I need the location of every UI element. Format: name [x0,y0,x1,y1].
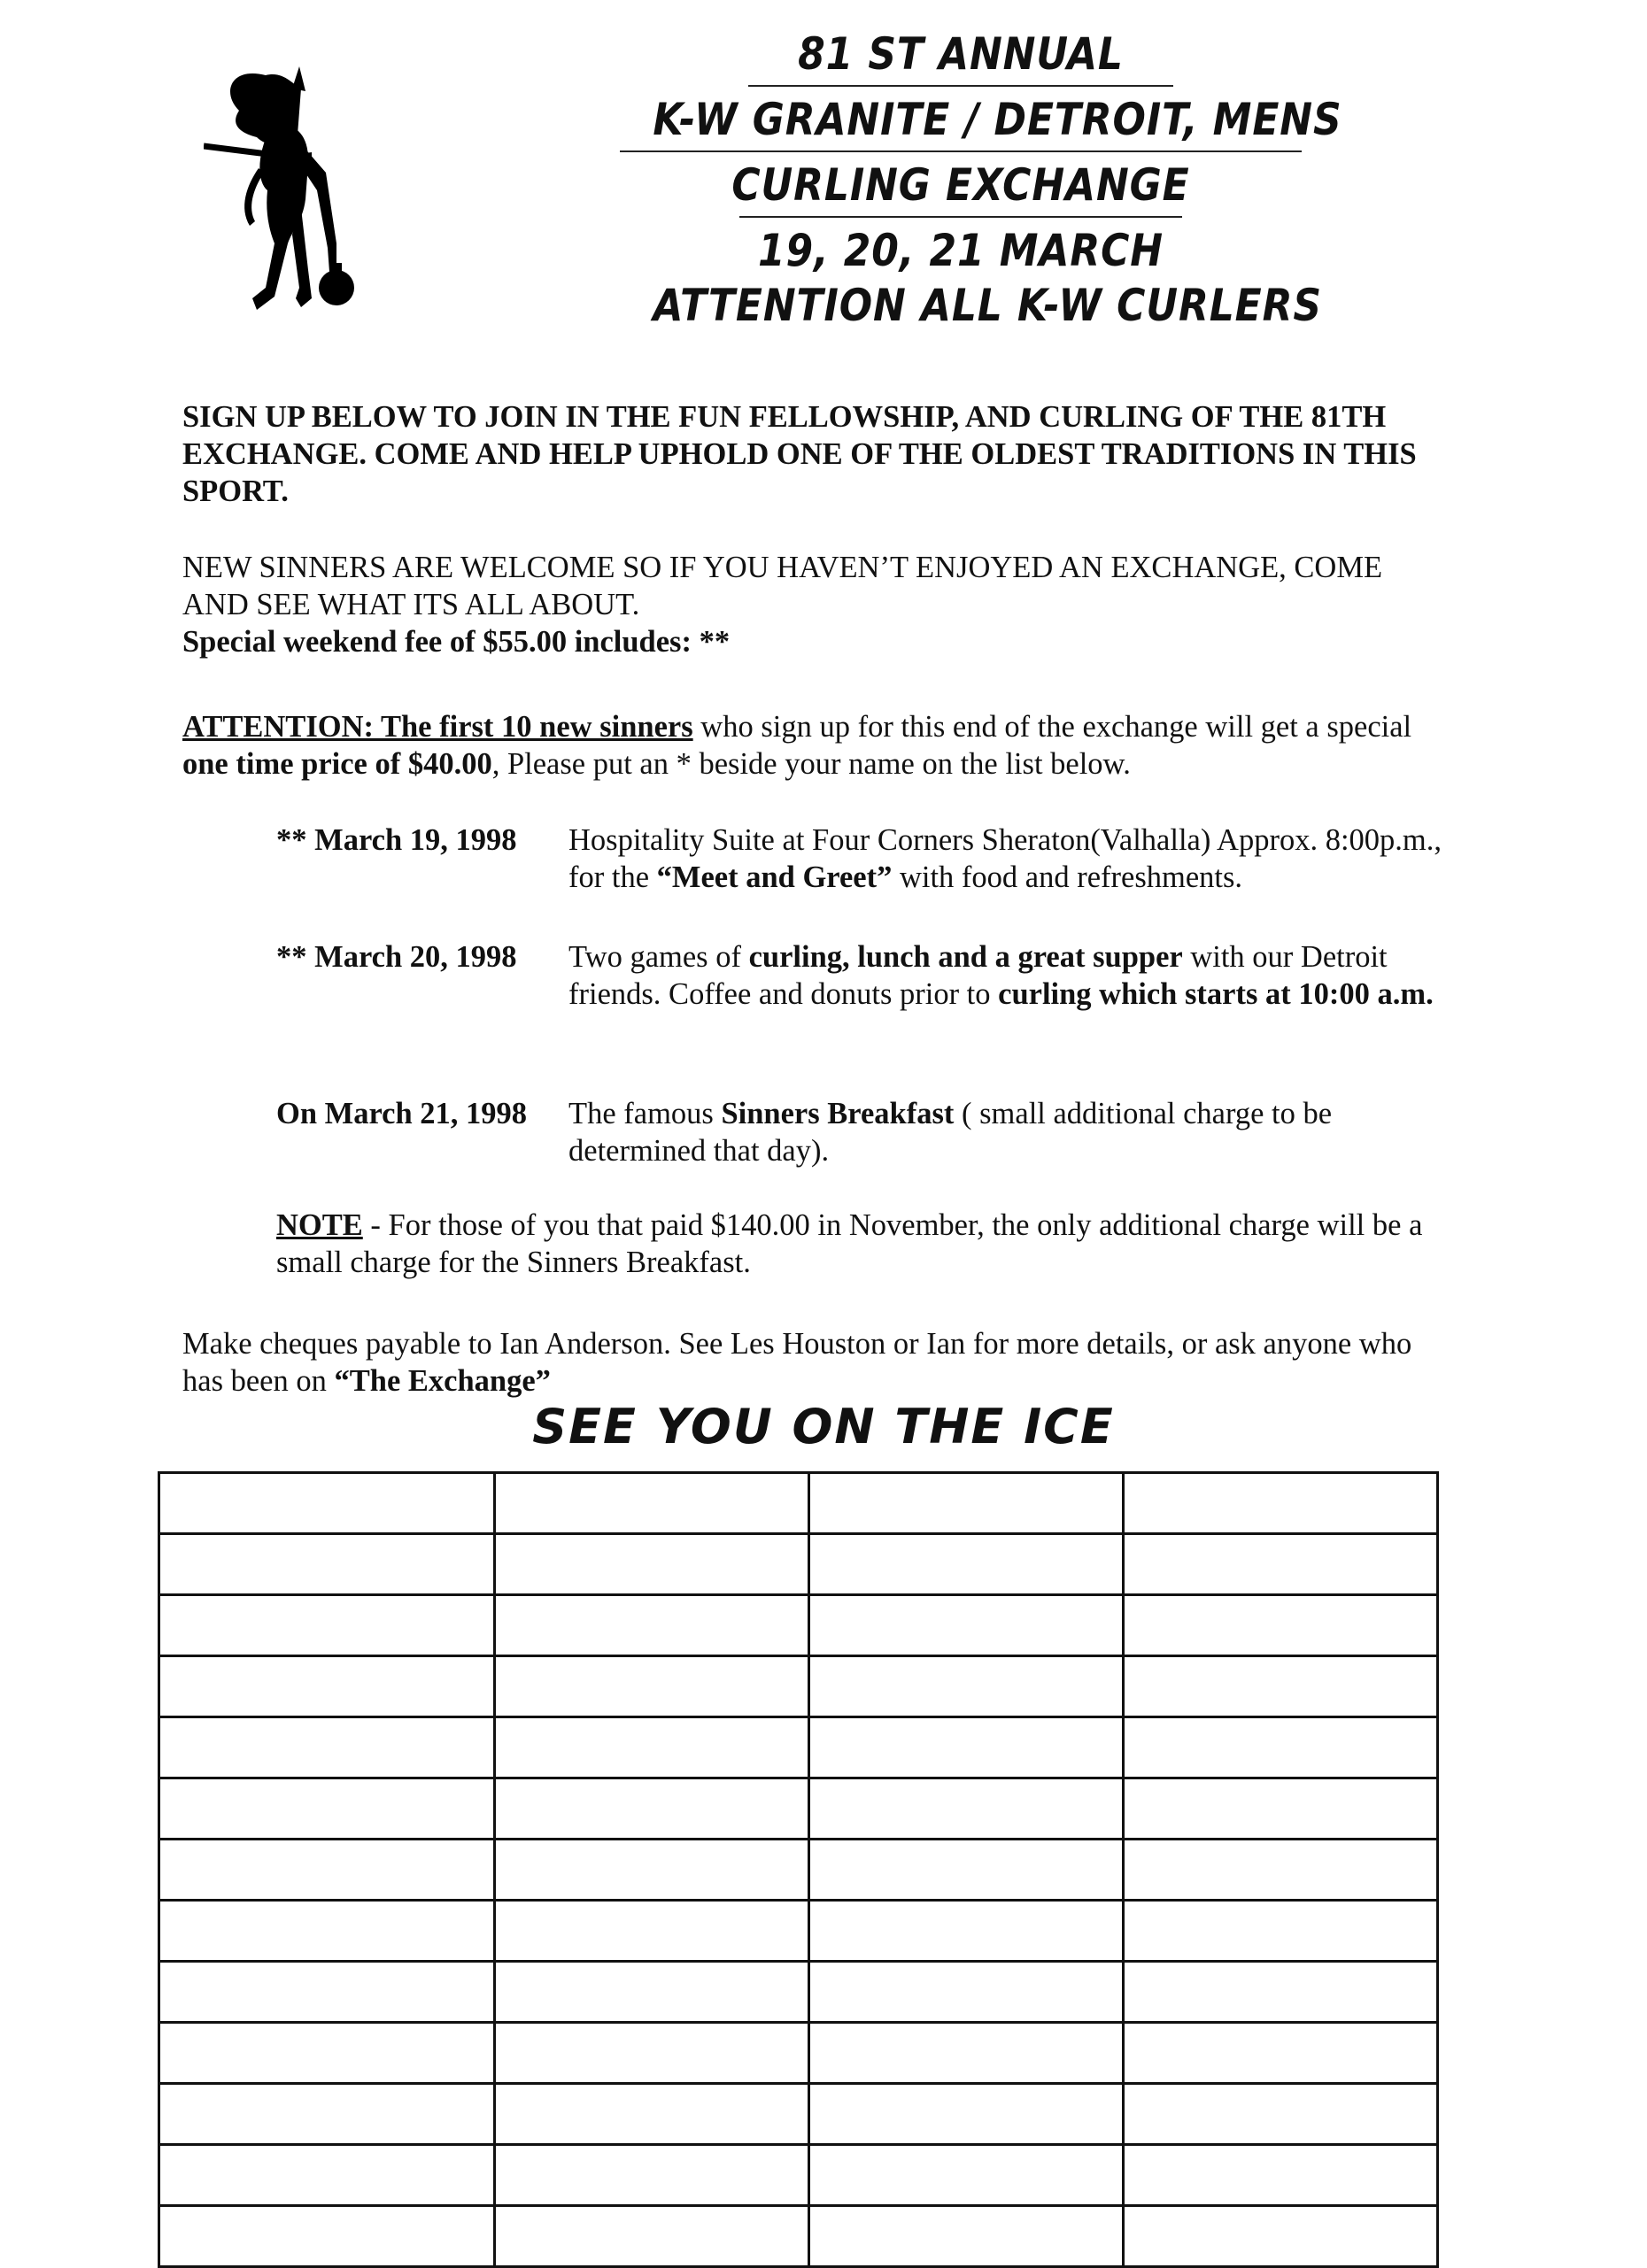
schedule-date: ** March 19, 1998 [276,823,517,857]
signup-name-field[interactable] [160,1534,497,1594]
signup-row [159,1962,1438,2023]
signup-name-field[interactable] [810,2206,1125,2266]
signup-cell[interactable] [1124,1717,1438,1778]
signup-name-field[interactable] [810,1901,1125,1961]
signup-name-field[interactable] [810,1962,1125,2022]
signup-table [158,1471,1439,2268]
signup-name-field[interactable] [160,2206,497,2266]
signup-name-field[interactable] [160,1473,497,1533]
signup-cell[interactable] [159,1656,495,1717]
signup-cell[interactable] [809,2084,1124,2145]
signup-name-field[interactable] [1125,1595,1440,1655]
welcome-text: NEW SINNERS ARE WELCOME SO IF YOU HAVEN’T ENJOYED AN EXCHANGE, COME AND SEE WHAT ITS ALL ABOUT. [182,551,1383,621]
signup-cell[interactable] [495,1595,809,1656]
signup-name-field[interactable] [160,2084,497,2144]
signup-cell[interactable] [1124,1778,1438,1840]
signup-row [159,1534,1438,1595]
attention-text: who sign up for this end of the exchange will get a special [692,710,1412,744]
signup-cell[interactable] [159,1595,495,1656]
schedule-highlight: curling which starts at 10:00 a.m. [998,977,1434,1011]
signup-cell[interactable] [1124,1656,1438,1717]
signup-name-field[interactable] [1125,2084,1440,2144]
fee-text: Special weekend fee of $55.00 includes: ** [182,625,731,659]
signup-row [159,1595,1438,1656]
signup-name-field[interactable] [160,2145,497,2205]
signup-name-field[interactable] [160,1901,497,1961]
signup-cell[interactable] [495,1473,809,1534]
signup-name-field[interactable] [160,2023,497,2083]
signup-name-field[interactable] [496,1717,811,1778]
signup-name-field[interactable] [1125,1778,1440,1839]
schedule-highlight: Sinners Breakfast [721,1097,955,1130]
signup-name-field[interactable] [810,1473,1125,1533]
signup-cell[interactable] [495,1778,809,1840]
signup-name-field[interactable] [1125,1962,1440,2022]
signup-name-field[interactable] [160,1717,497,1778]
signup-name-field[interactable] [160,1656,497,1716]
signup-row [159,1717,1438,1778]
signup-cell[interactable] [1124,1840,1438,1901]
signup-name-field[interactable] [810,1534,1125,1594]
schedule-text: Hospitality Suite at Four Corners Sheraton(Valhalla) Approx. 8:00p.m., for the [568,823,1442,894]
signup-cell[interactable] [1124,1901,1438,1962]
signup-cell[interactable] [1124,1534,1438,1595]
signup-name-field[interactable] [810,1717,1125,1778]
signup-name-field[interactable] [496,1595,811,1655]
signup-cell[interactable] [495,1534,809,1595]
schedule-date: On March 21, 1998 [276,1097,528,1130]
signup-name-field[interactable] [496,1962,811,2022]
signup-name-field[interactable] [1125,1840,1440,1900]
signup-cell[interactable] [495,1656,809,1717]
signup-cell[interactable] [809,1778,1124,1840]
schedule-text: ( small additional charge to be determined that day). [568,1097,1333,1168]
signup-cell[interactable] [809,1656,1124,1717]
signup-cell[interactable] [809,1473,1124,1534]
signup-name-field[interactable] [496,1840,811,1900]
signup-name-field[interactable] [496,2084,811,2144]
signup-name-field[interactable] [810,2145,1125,2205]
signup-name-field[interactable] [810,1656,1125,1716]
signup-cell[interactable] [809,2023,1124,2084]
signup-name-field[interactable] [1125,1901,1440,1961]
signup-cell[interactable] [1124,2145,1438,2206]
attention-instruction: , Please put an * beside your name on the list below. [491,747,1131,781]
schedule-description [568,1095,1454,1169]
header-divider [620,150,1302,152]
signup-name-field[interactable] [496,1901,811,1961]
signup-name-field[interactable] [496,1473,811,1533]
signup-cell[interactable] [495,2145,809,2206]
signup-cell[interactable] [809,1901,1124,1962]
exchange-name: “The Exchange” [334,1364,551,1398]
signup-cell[interactable] [159,1962,495,2023]
signup-cell[interactable] [809,1595,1124,1656]
signup-name-field[interactable] [810,2023,1125,2083]
payment-paragraph [182,1325,1440,1400]
schedule-text: with our Detroit friends. Coffee and donuts prior to [568,940,1388,1011]
devil-curler-logo [204,66,425,319]
signup-name-field[interactable] [496,1778,811,1839]
signup-name-field[interactable] [160,1595,497,1655]
signup-row [159,1901,1438,1962]
signup-cell[interactable] [159,1473,495,1534]
header-event-name: CURLING EXCHANGE [731,159,1190,211]
signup-name-field[interactable] [160,1778,497,1839]
header-anniversary: 81 ST ANNUAL [798,28,1124,80]
signup-cell[interactable] [809,2206,1124,2267]
signup-row [159,2206,1438,2267]
signup-name-field[interactable] [496,1534,811,1594]
signup-cell[interactable] [1124,2206,1438,2267]
note-text: - For those of you that paid $140.00 in November, the only additional charge will be a small charge for the Sinners Breakfast. [276,1208,1423,1279]
schedule-text: Two games of [568,940,749,974]
signup-name-field[interactable] [496,2206,811,2266]
header-divider [739,216,1182,218]
signup-cell[interactable] [159,2023,495,2084]
header-clubs: K-W GRANITE / DETROIT, MENS [653,94,1342,145]
note-paragraph [276,1207,1436,1281]
note-label: NOTE [276,1208,363,1242]
signup-name-field[interactable] [1125,1534,1440,1594]
signup-cell[interactable] [495,2023,809,2084]
signup-name-field[interactable] [810,1840,1125,1900]
header-dates: 19, 20, 21 MARCH [757,225,1164,276]
signup-cell[interactable] [809,2145,1124,2206]
signup-cell[interactable] [495,1840,809,1901]
slogan: SEE YOU ON THE ICE [532,1399,1115,1454]
signup-cell[interactable] [159,1840,495,1901]
schedule-description [568,822,1454,896]
signup-cell[interactable] [495,1962,809,2023]
signup-name-field[interactable] [160,1840,497,1900]
signup-name-field[interactable] [160,1962,497,2022]
signup-row [159,1656,1438,1717]
signup-name-field[interactable] [1125,1717,1440,1778]
signup-cell[interactable] [159,1901,495,1962]
signup-cell[interactable] [159,1534,495,1595]
signup-cell[interactable] [495,2206,809,2267]
signup-cell[interactable] [159,2084,495,2145]
schedule-text: The famous [568,1097,722,1130]
signup-intro: SIGN UP BELOW TO JOIN IN THE FUN FELLOWSHIP, AND CURLING OF THE 81TH EXCHANGE. COME AND HELP UPHOLD ONE OF THE OLDEST TRADITIONS IN THIS SPORT. [182,400,1417,508]
signup-row [159,2084,1438,2145]
signup-cell[interactable] [1124,1962,1438,2023]
schedule-highlight: curling, lunch and a great supper [748,940,1183,974]
event-header [611,27,1342,333]
attention-label: ATTENTION: The first 10 new sinners [182,710,693,744]
signup-cell[interactable] [495,1901,809,1962]
header-attention: ATTENTION ALL K-W CURLERS [653,280,1322,331]
signup-row [159,2145,1438,2206]
signup-row [159,1840,1438,1901]
signup-name-field[interactable] [1125,2206,1440,2266]
signup-name-field[interactable] [810,1778,1125,1839]
signup-cell[interactable] [809,1717,1124,1778]
signup-row [159,2023,1438,2084]
signup-cell[interactable] [159,2145,495,2206]
signup-cell[interactable] [159,1778,495,1840]
schedule-highlight: “Meet and Greet” [656,860,893,894]
signup-name-field[interactable] [810,2084,1125,2144]
payment-text: Make cheques payable to Ian Anderson. See Les Houston or Ian for more details, or ask anyone who has been on [182,1327,1412,1398]
signup-cell[interactable] [1124,1595,1438,1656]
signup-cell[interactable] [495,1717,809,1778]
signup-cell[interactable] [1124,2084,1438,2145]
signup-cell[interactable] [159,2206,495,2267]
signup-name-field[interactable] [810,1595,1125,1655]
schedule-description [568,938,1454,1013]
special-price: one time price of $40.00 [182,747,492,781]
signup-name-field[interactable] [1125,1473,1440,1533]
signup-name-field[interactable] [1125,2145,1440,2205]
header-divider [748,85,1173,87]
signup-cell[interactable] [809,1962,1124,2023]
signup-name-field[interactable] [496,2023,811,2083]
schedule-text: with food and refreshments. [892,860,1243,894]
signup-name-field[interactable] [1125,2023,1440,2083]
signup-cell[interactable] [809,1840,1124,1901]
schedule-date: ** March 20, 1998 [276,940,517,974]
signup-row [159,1473,1438,1534]
signup-cell[interactable] [495,2084,809,2145]
signup-name-field[interactable] [496,1656,811,1716]
signup-cell[interactable] [1124,1473,1438,1534]
attention-paragraph [182,708,1440,783]
signup-name-field[interactable] [1125,1656,1440,1716]
signup-cell[interactable] [809,1534,1124,1595]
signup-name-field[interactable] [496,2145,811,2205]
signup-cell[interactable] [159,1717,495,1778]
devil-curler-silhouette-icon [204,66,425,319]
signup-cell[interactable] [1124,2023,1438,2084]
signup-row [159,1778,1438,1840]
